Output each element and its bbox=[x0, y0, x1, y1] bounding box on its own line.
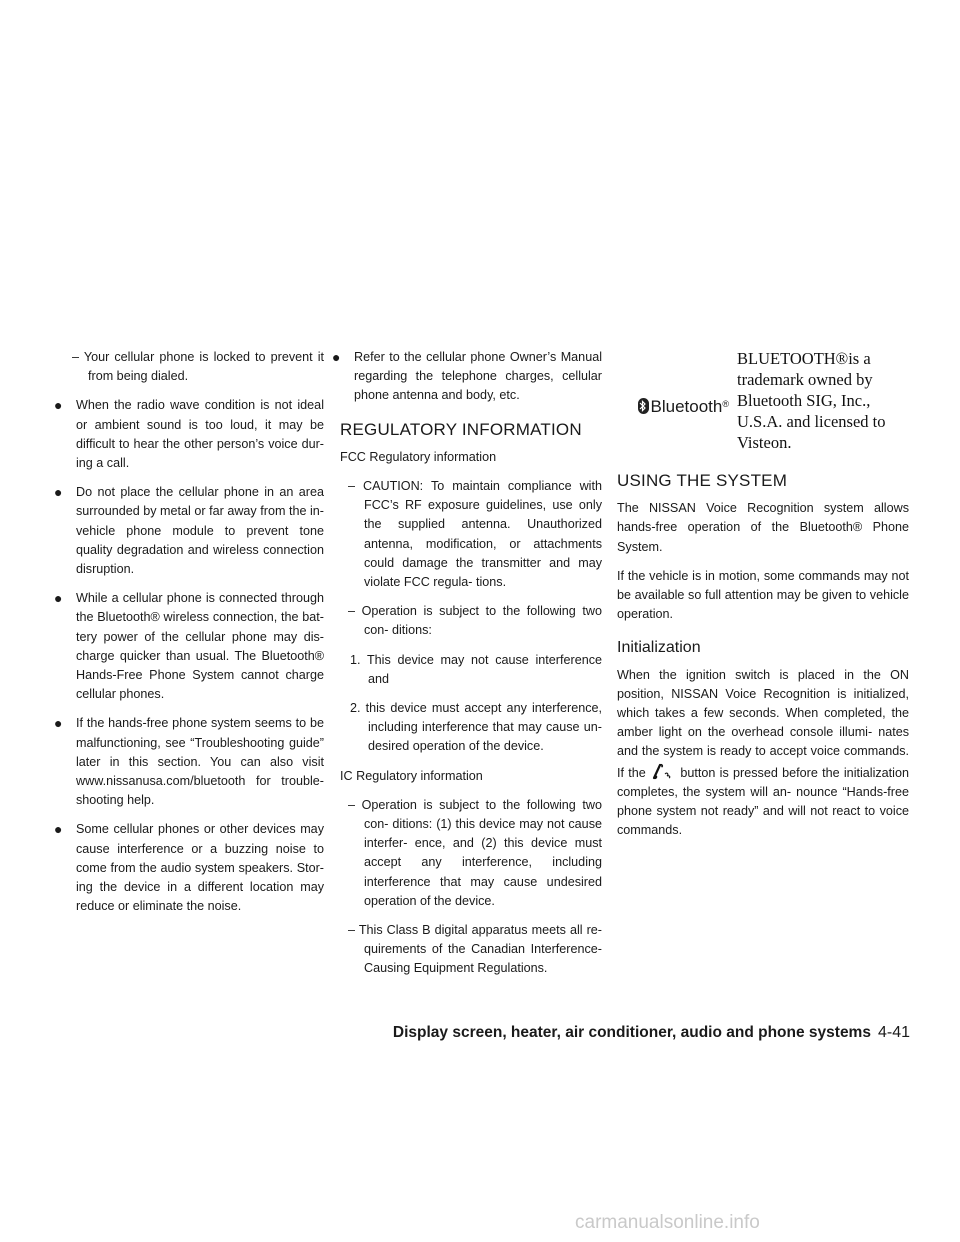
bluetooth-trademark-block bbox=[617, 348, 909, 453]
bullet-item-battery bbox=[54, 589, 324, 704]
ic-conditions-item: – Operation is subject to the following two con- ditions: (1) this device may not cause interfer- ence, and (2) this device must accept any interference, including interference that may cause undesired operation of the device. bbox=[348, 797, 602, 908]
init-text-after-icon: button is pressed before the initialization completes, the system will an- nounce “Hands-free phone system not ready” and will not react to voice commands. bbox=[617, 765, 909, 838]
fcc-caution-item: – CAUTION: To maintain compliance with FCC’s RF exposure guidelines, use only the supplied antenna. Unauthorized antenna, modification, or attachments could damage the transmitter and may violate FCC regula- tions. bbox=[348, 479, 602, 590]
fcc-condition-1: 1. This device may not cause interference and bbox=[350, 652, 602, 686]
page-number: 4-41 bbox=[877, 1024, 910, 1041]
bullet-item-interference bbox=[54, 820, 324, 916]
paragraph-voice-recognition: The NISSAN Voice Recognition system allows hands-free operation of the Bluetooth® Phone System. bbox=[617, 501, 909, 554]
bullet-text: If the hands-free phone system seems to be malfunctioning, see “Troubleshooting guide” later in this section. You can also visit www.nissanusa.com/bluetooth for trouble- shooting help. bbox=[76, 716, 324, 808]
bluetooth-rune-icon bbox=[638, 398, 649, 414]
footer-section-title: Display screen, heater, air conditioner, audio and phone systems bbox=[392, 1024, 871, 1041]
bullet-marker: ● bbox=[54, 484, 63, 501]
bullet-text: When the radio wave condition is not ideal or ambient sound is too loud, it may be difficult to hear the other person’s voice dur- ing a call. bbox=[76, 398, 324, 471]
ic-label: IC Regulatory information bbox=[340, 768, 483, 783]
bullet-item-phone-placement bbox=[54, 483, 324, 579]
bullet-text: Some cellular phones or other devices may cause interference or a buzzing noise to come from the audio system speakers. Stor- ing the device in a different location may reduce or eliminate the noise. bbox=[76, 822, 324, 914]
column-3 bbox=[617, 348, 909, 850]
bullet-marker: ● bbox=[54, 715, 63, 732]
phone-talk-icon bbox=[652, 762, 674, 780]
dash-item-locked-phone: – Your cellular phone is locked to prevent it from being dialed. bbox=[72, 350, 324, 384]
init-text-before-icon: When the ignition switch is placed in the ON position, NISSAN Voice Recognition is initialized, which takes a few seconds. When completed, the amber light on the overhead console illumi- nates and the system is ready to accept voice commands. If the bbox=[617, 667, 909, 780]
bullet-item-radio-wave bbox=[54, 396, 324, 473]
watermark: carmanualsonline.info bbox=[575, 1212, 760, 1233]
bullet-marker: ● bbox=[54, 821, 63, 838]
bluetooth-logo bbox=[617, 397, 737, 416]
bullet-text: Refer to the cellular phone Owner’s Manual regarding the telephone charges, cellular phone antenna and body, etc. bbox=[354, 350, 602, 403]
fcc-conditions-item: – Operation is subject to the following two con- ditions: bbox=[348, 604, 602, 638]
column-1 bbox=[54, 348, 324, 916]
bluetooth-registered-mark: ® bbox=[722, 398, 729, 409]
column-2 bbox=[332, 348, 602, 979]
paragraph-initialization bbox=[617, 666, 909, 841]
fcc-label: FCC Regulatory information bbox=[340, 449, 497, 464]
section-heading-regulatory: REGULATORY INFORMATION bbox=[340, 419, 582, 439]
bullet-marker: ● bbox=[54, 590, 63, 607]
fcc-condition-2: 2. this device must accept any interference, including interference that may cause un- desired operation of the device. bbox=[350, 701, 602, 754]
page-footer bbox=[385, 1024, 910, 1042]
subheading-initialization: Initialization bbox=[617, 639, 701, 657]
ic-class-b-item: – This Class B digital apparatus meets all re- quirements of the Canadian Interference- Causing Equipment Regulations. bbox=[348, 923, 602, 976]
bullet-marker: ● bbox=[332, 349, 341, 365]
bullet-item-troubleshooting bbox=[54, 714, 324, 810]
paragraph-vehicle-motion: If the vehicle is in motion, some commands may not be available so full attention may be given to vehicle operation. bbox=[617, 568, 909, 622]
bluetooth-wordmark: Bluetooth bbox=[650, 396, 723, 416]
bullet-text: While a cellular phone is connected through the Bluetooth® wireless connection, the bat- tery power of the cellular phone may dis- charge quicker than usual. The Bluetooth® Hands-Free Phone System cannot charge cellular phones. bbox=[76, 591, 324, 702]
bullet-text: Do not place the cellular phone in an area surrounded by metal or far away from the in-vehicle phone module to prevent tone quality degradation and wireless connection disruption. bbox=[76, 485, 324, 577]
bullet-marker: ● bbox=[54, 397, 63, 414]
bullet-item-owners-manual bbox=[332, 348, 602, 406]
trademark-caption: BLUETOOTH®is a trademark owned by Bluetooth SIG, Inc., U.S.A. and licensed to Visteon. bbox=[737, 349, 886, 452]
section-heading-using-system: USING THE SYSTEM bbox=[617, 471, 788, 490]
